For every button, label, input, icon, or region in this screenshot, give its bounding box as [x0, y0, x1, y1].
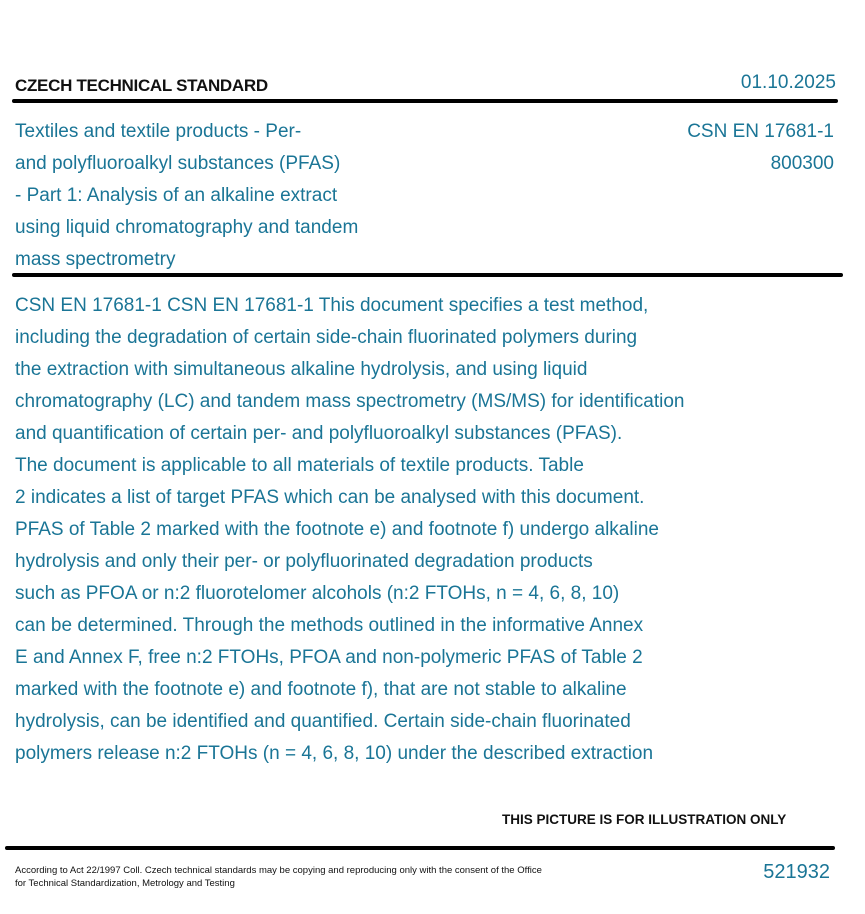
title-line: Textiles and textile products - Per-	[15, 121, 302, 142]
body-line: polymers release n:2 FTOHs (n = 4, 6, 8, 10) under the described extraction	[15, 743, 654, 764]
body-line: can be determined. Through the methods outlined in the informative Annex	[15, 615, 644, 636]
body-line: including the degradation of certain side-chain fluorinated polymers during	[15, 327, 638, 348]
legal-line: for Technical Standardization, Metrology and Testing	[15, 878, 235, 889]
legal-line: According to Act 22/1997 Coll. Czech technical standards may be copying and reproducing only with the consent of the Office	[15, 865, 542, 876]
standard-code: CSN EN 17681-1	[687, 121, 834, 142]
title-line: - Part 1: Analysis of an alkaline extract	[15, 185, 338, 206]
body-line: PFAS of Table 2 marked with the footnote e) and footnote f) undergo alkaline	[15, 519, 659, 540]
body-line: E and Annex F, free n:2 FTOHs, PFOA and non-polymeric PFAS of Table 2	[15, 647, 643, 668]
body-line: such as PFOA or n:2 fluorotelomer alcohols (n:2 FTOHs, n = 4, 6, 8, 10)	[15, 583, 620, 604]
body-line: marked with the footnote e) and footnote f), that are not stable to alkaline	[15, 679, 627, 700]
standard-identifiers	[687, 116, 834, 180]
title-divider	[12, 273, 843, 277]
title-line: using liquid chromatography and tandem	[15, 217, 359, 238]
body-line: CSN EN 17681-1 CSN EN 17681-1 This document specifies a test method,	[15, 295, 649, 316]
title-line: mass spectrometry	[15, 249, 176, 270]
body-line: The document is applicable to all materials of textile products. Table	[15, 455, 584, 476]
illustration-note: THIS PICTURE IS FOR ILLUSTRATION ONLY	[502, 812, 787, 827]
abstract-text	[15, 290, 684, 770]
classification-number: 800300	[770, 153, 834, 174]
body-line: hydrolysis and only their per- or polyfluorinated degradation products	[15, 551, 593, 572]
legal-notice	[15, 864, 542, 890]
document-type-label: CZECH TECHNICAL STANDARD	[15, 76, 268, 95]
standard-title	[15, 116, 358, 276]
footer-divider	[5, 846, 835, 850]
header-divider	[12, 99, 838, 103]
body-line: chromatography (LC) and tandem mass spectrometry (MS/MS) for identification	[15, 391, 685, 412]
body-line: hydrolysis, can be identified and quantified. Certain side-chain fluorinated	[15, 711, 631, 732]
body-line: the extraction with simultaneous alkaline hydrolysis, and using liquid	[15, 359, 588, 380]
publication-date: 01.10.2025	[740, 72, 836, 93]
title-line: and polyfluoroalkyl substances (PFAS)	[15, 153, 341, 174]
body-line: 2 indicates a list of target PFAS which can be analysed with this document.	[15, 487, 645, 508]
body-line: and quantification of certain per- and polyfluoroalkyl substances (PFAS).	[15, 423, 623, 444]
document-number: 521932	[763, 861, 830, 883]
